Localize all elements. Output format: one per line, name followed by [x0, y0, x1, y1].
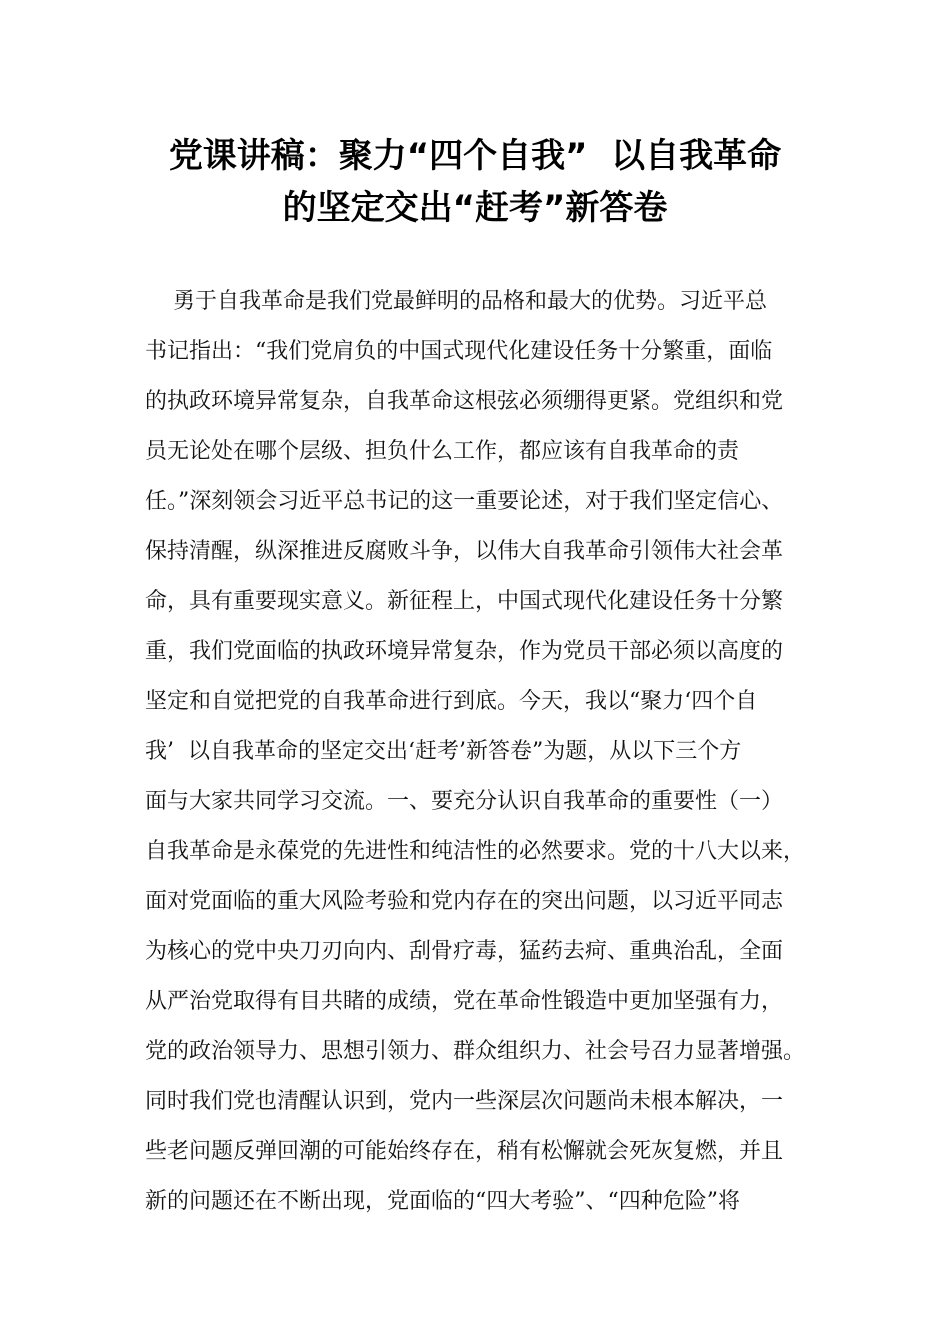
body-line: 新的问题还在不断出现，党面临的“四大考验”、“四种危险”将: [145, 1189, 740, 1214]
document-title-line-1: 党课讲稿：聚力“四个自我” 以自我革命: [168, 136, 782, 176]
body-line: 自我革命是永葆党的先进性和纯洁性的必然要求。党的十八大以来，: [145, 839, 806, 864]
body-line: 重，我们党面临的执政环境异常复杂，作为党员干部必须以高度的: [145, 639, 784, 664]
body-line: 为核心的党中央刀刃向内、刮骨疗毒，猛药去疴、重典治乱，全面: [145, 939, 784, 964]
body-line: 任。”深刻领会习近平总书记的这一重要论述，对于我们坚定信心、: [145, 489, 784, 514]
body-line: 员无论处在哪个层级、担负什么工作，都应该有自我革命的责: [145, 439, 740, 464]
document-title-line-2: 的坚定交出“赶考”新答卷: [282, 188, 668, 228]
body-line: 同时我们党也清醒认识到，党内一些深层次问题尚未根本解决，一: [145, 1089, 784, 1114]
body-line: 保持清醒，纵深推进反腐败斗争，以伟大自我革命引领伟大社会革: [145, 539, 784, 564]
body-line: 坚定和自觉把党的自我革命进行到底。今天，我以“聚力‘四个自: [145, 689, 758, 714]
body-line: 的执政环境异常复杂，自我革命这根弦必须绷得更紧。党组织和党: [145, 389, 784, 414]
body-line: 书记指出：“我们党肩负的中国式现代化建设任务十分繁重，面临: [145, 339, 773, 364]
body-line: 勇于自我革命是我们党最鲜明的品格和最大的优势。习近平总: [145, 289, 767, 314]
body-line: 从严治党取得有目共睹的成绩，党在革命性锻造中更加坚强有力，: [145, 989, 784, 1014]
body-line: 我’ 以自我革命的坚定交出‘赶考’新答卷”为题，从以下三个方: [145, 739, 742, 764]
body-line: 面对党面临的重大风险考验和党内存在的突出问题，以习近平同志: [145, 889, 784, 914]
body-line: 些老问题反弹回潮的可能始终存在，稍有松懈就会死灰复燃，并且: [145, 1139, 784, 1164]
body-line: 面与大家共同学习交流。一、要充分认识自我革命的重要性（一）: [145, 789, 784, 814]
body-line: 党的政治领导力、思想引领力、群众组织力、社会号召力显著增强。: [145, 1039, 806, 1064]
body-line: 命，具有重要现实意义。新征程上，中国式现代化建设任务十分繁: [145, 589, 784, 614]
